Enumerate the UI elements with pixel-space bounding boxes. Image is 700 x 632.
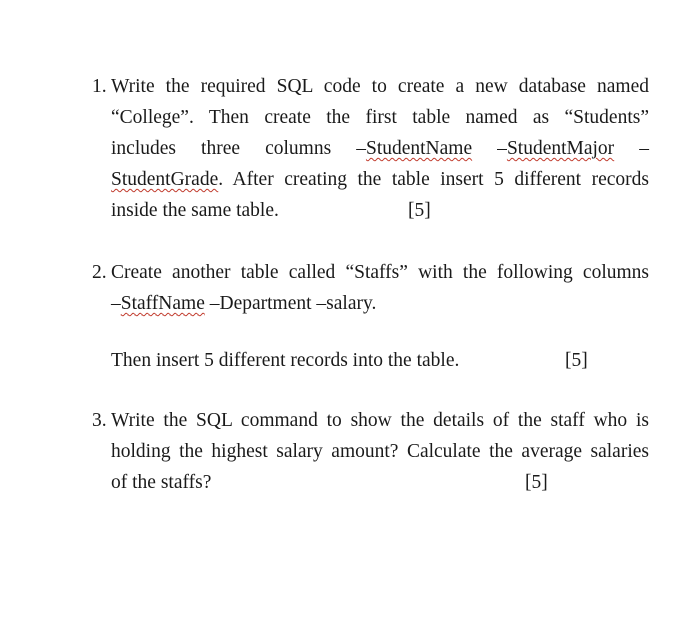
column-name-staffname: StaffName xyxy=(120,293,205,314)
question-number: 1. xyxy=(92,76,107,97)
text-run: – xyxy=(614,138,649,159)
text-run: – xyxy=(111,293,121,314)
question-number: 3. xyxy=(92,410,107,431)
question-text-line xyxy=(111,138,649,160)
text-run: – xyxy=(472,138,507,159)
marks-label: [5] xyxy=(565,350,588,371)
question-text-line: “College”. Then create the first table named as “Students” xyxy=(111,107,649,128)
question-text-line: inside the same table. xyxy=(111,200,279,221)
marks-label: [5] xyxy=(408,200,431,221)
column-name-studentname: StudentName xyxy=(365,138,473,159)
question-number: 2. xyxy=(92,262,107,283)
question-text-line xyxy=(111,169,649,191)
text-run: includes three columns – xyxy=(111,138,366,159)
question-text-line: Create another table called “Staffs” with the following columns xyxy=(111,262,649,283)
question-text-line: Then insert 5 different records into the table. xyxy=(111,350,460,371)
column-name-studentmajor: StudentMajor xyxy=(506,138,615,159)
text-run: . After creating the table insert 5 different records xyxy=(218,169,649,190)
question-text-line xyxy=(111,293,376,315)
question-text-line: Write the SQL command to show the details of the staff who is xyxy=(111,410,649,431)
question-text-line: Write the required SQL code to create a new database named xyxy=(111,76,649,97)
column-name-studentgrade: StudentGrade xyxy=(111,169,219,190)
question-text-line: holding the highest salary amount? Calculate the average salaries xyxy=(111,441,649,462)
question-text-line: of the staffs? xyxy=(111,472,212,493)
marks-label: [5] xyxy=(525,472,548,493)
text-run: –Department –salary. xyxy=(204,293,377,314)
